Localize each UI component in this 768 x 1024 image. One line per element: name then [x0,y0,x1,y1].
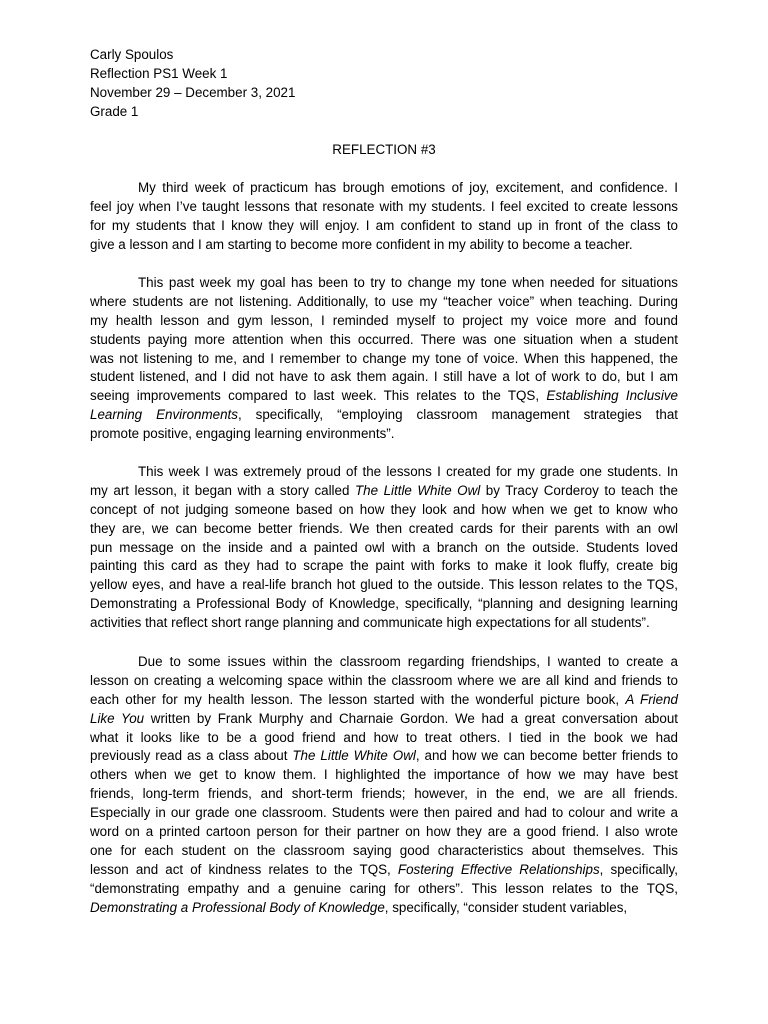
text-run: yellow eyes, and have a real-life branch hot glued to the outside. This lesson relates to the TQS, [90,577,678,593]
text-run: seeing improvements compared to last week. This relates to the TQS, [90,388,547,404]
text-line [90,614,678,633]
text-run: was not listening to me, and I remember to change my tone of voice. When this happened, the [90,350,678,366]
text-run: where students are not listening. Additionally, to use my “teacher voice” when teaching. During [90,293,678,309]
text-run: my art lesson, it began with a story called [90,482,355,498]
text-line [90,576,678,595]
italic-text: Establishing Inclusive [546,388,678,404]
text-run: , specifically, “consider student variables, [384,899,628,915]
text-run: Due to some issues within the classroom regarding friendships, I wanted to create a [138,654,678,669]
text-line [90,785,678,804]
text-line [90,463,678,482]
text-run: Especially in our grade one classroom. Students were then paired and had to colour and write a [90,805,678,821]
text-run: This past week my goal has been to try to change my tone when needed for situations [138,275,678,290]
author-name: Carly Spoulos [90,47,174,62]
text-run: My third week of practicum has brough emotions of joy, excitement, and confidence. I [138,180,678,195]
text-line [90,350,678,369]
text-run: previously read as a class about [90,748,293,764]
text-line [90,861,678,880]
document-header [90,46,295,122]
text-run: promote positive, engaging learning environments”. [90,426,395,442]
text-run: each other for my health lesson. The lesson started with the wonderful picture book, [90,691,626,707]
text-line [90,766,678,785]
text-line [90,387,678,406]
text-run: my health lesson and gym lesson, I reminded myself to project my voice more and found [90,312,678,328]
text-line [90,691,678,710]
paragraph-4 [90,653,678,917]
text-run: word on a printed cartoon person for their partner on how they are a good friend. I also wrote [90,824,678,840]
text-run: Demonstrating a Professional Body of Knowledge, specifically, “planning and designing learning [90,596,678,612]
text-line [90,710,678,729]
text-line [90,406,678,425]
course-label: Reflection PS1 Week 1 [90,66,228,81]
text-line [90,425,678,444]
text-line [90,653,678,672]
text-run: friends, long-term friends, and short-term friends; however, in the end, we are all friends. [90,786,678,802]
text-line [90,729,678,748]
text-run: pun message on the inside and a painted owl with a branch on the outside. Students loved [90,539,678,555]
text-run: This week I was extremely proud of the lessons I created for my grade one students. In [138,464,678,479]
text-run: , specifically, [599,861,678,877]
italic-text: The Little White Owl [292,748,416,764]
text-line [90,331,678,350]
text-line [90,482,678,501]
text-line [90,557,678,576]
italic-text: Fostering Effective Relationships [397,861,600,877]
text-run: feel joy when I’ve taught lessons that resonate with my students. I feel excited to create lessons [90,198,678,214]
text-run: one for each student on the classroom saying good characteristics about themselves. This [90,842,678,858]
italic-text: The Little White Owl [354,482,481,498]
text-line [90,179,678,198]
text-run: they are, we can become better friends. We then created cards for their parents with an owl [90,520,678,536]
text-run: activities that reflect short range planning and communicate high expectations for all students”. [90,615,650,631]
text-line [90,804,678,823]
date-range: November 29 – December 3, 2021 [90,85,296,100]
italic-text: Demonstrating a Professional Body of Knowledge [90,899,385,915]
text-line [90,823,678,842]
italic-text: A Friend [625,691,678,707]
text-line [90,880,678,899]
paragraph-1 [90,179,678,255]
text-line [90,539,678,558]
text-run: , and how we can become better friends to [415,748,679,764]
italic-text: Learning Environments [90,407,238,423]
text-run: concept of not judging someone based on how they look and how when we get to know who [90,501,678,517]
text-line [90,274,678,293]
text-line [90,293,678,312]
text-line [90,368,678,387]
text-line [90,217,678,236]
paragraph-2 [90,274,678,444]
text-run: lesson on creating a welcoming space within the classroom where we are all kind and friends to [90,672,678,688]
grade-label: Grade 1 [90,104,139,119]
paragraph-3 [90,463,678,633]
text-run: written by Frank Murphy and Charnaie Gordon. We had a great conversation about [144,710,678,726]
text-line [90,312,678,331]
text-run: students paying more attention when this occurred. There was one situation when a student [90,331,678,347]
text-line [90,595,678,614]
text-line [90,236,678,255]
text-run: for my students that I know they will enjoy. I am confident to stand up in front of the class to [90,217,678,233]
text-run: painting this card as they had to scrape the paint with forks to make it look fluffy, create big [90,558,678,574]
text-line [90,198,678,217]
text-line [90,747,678,766]
text-run: what it looks like to be a good friend and how to treat others. I tied in the book we had [90,729,678,745]
text-line [90,520,678,539]
text-run: “demonstrating empathy and a genuine caring for others”. This lesson relates to the TQS, [90,880,678,896]
italic-text: Like You [90,710,145,726]
text-run: , specifically, “employing classroom management strategies that [237,407,678,423]
document-title: REFLECTION #3 [332,142,436,157]
text-run: others when we get to know them. I highlighted the importance of how we may have best [90,767,678,783]
text-run: lesson and act of kindness relates to the TQS, [90,861,398,877]
text-line [90,842,678,861]
text-line [90,899,678,918]
text-run: by Tracy Corderoy to teach the [480,482,678,498]
text-run: give a lesson and I am starting to become more confident in my ability to become a teacher. [90,236,633,252]
text-run: student listened, and I did not have to ask them again. I still have a lot of work to do, but I am [90,369,678,385]
text-line [90,672,678,691]
text-line [90,501,678,520]
